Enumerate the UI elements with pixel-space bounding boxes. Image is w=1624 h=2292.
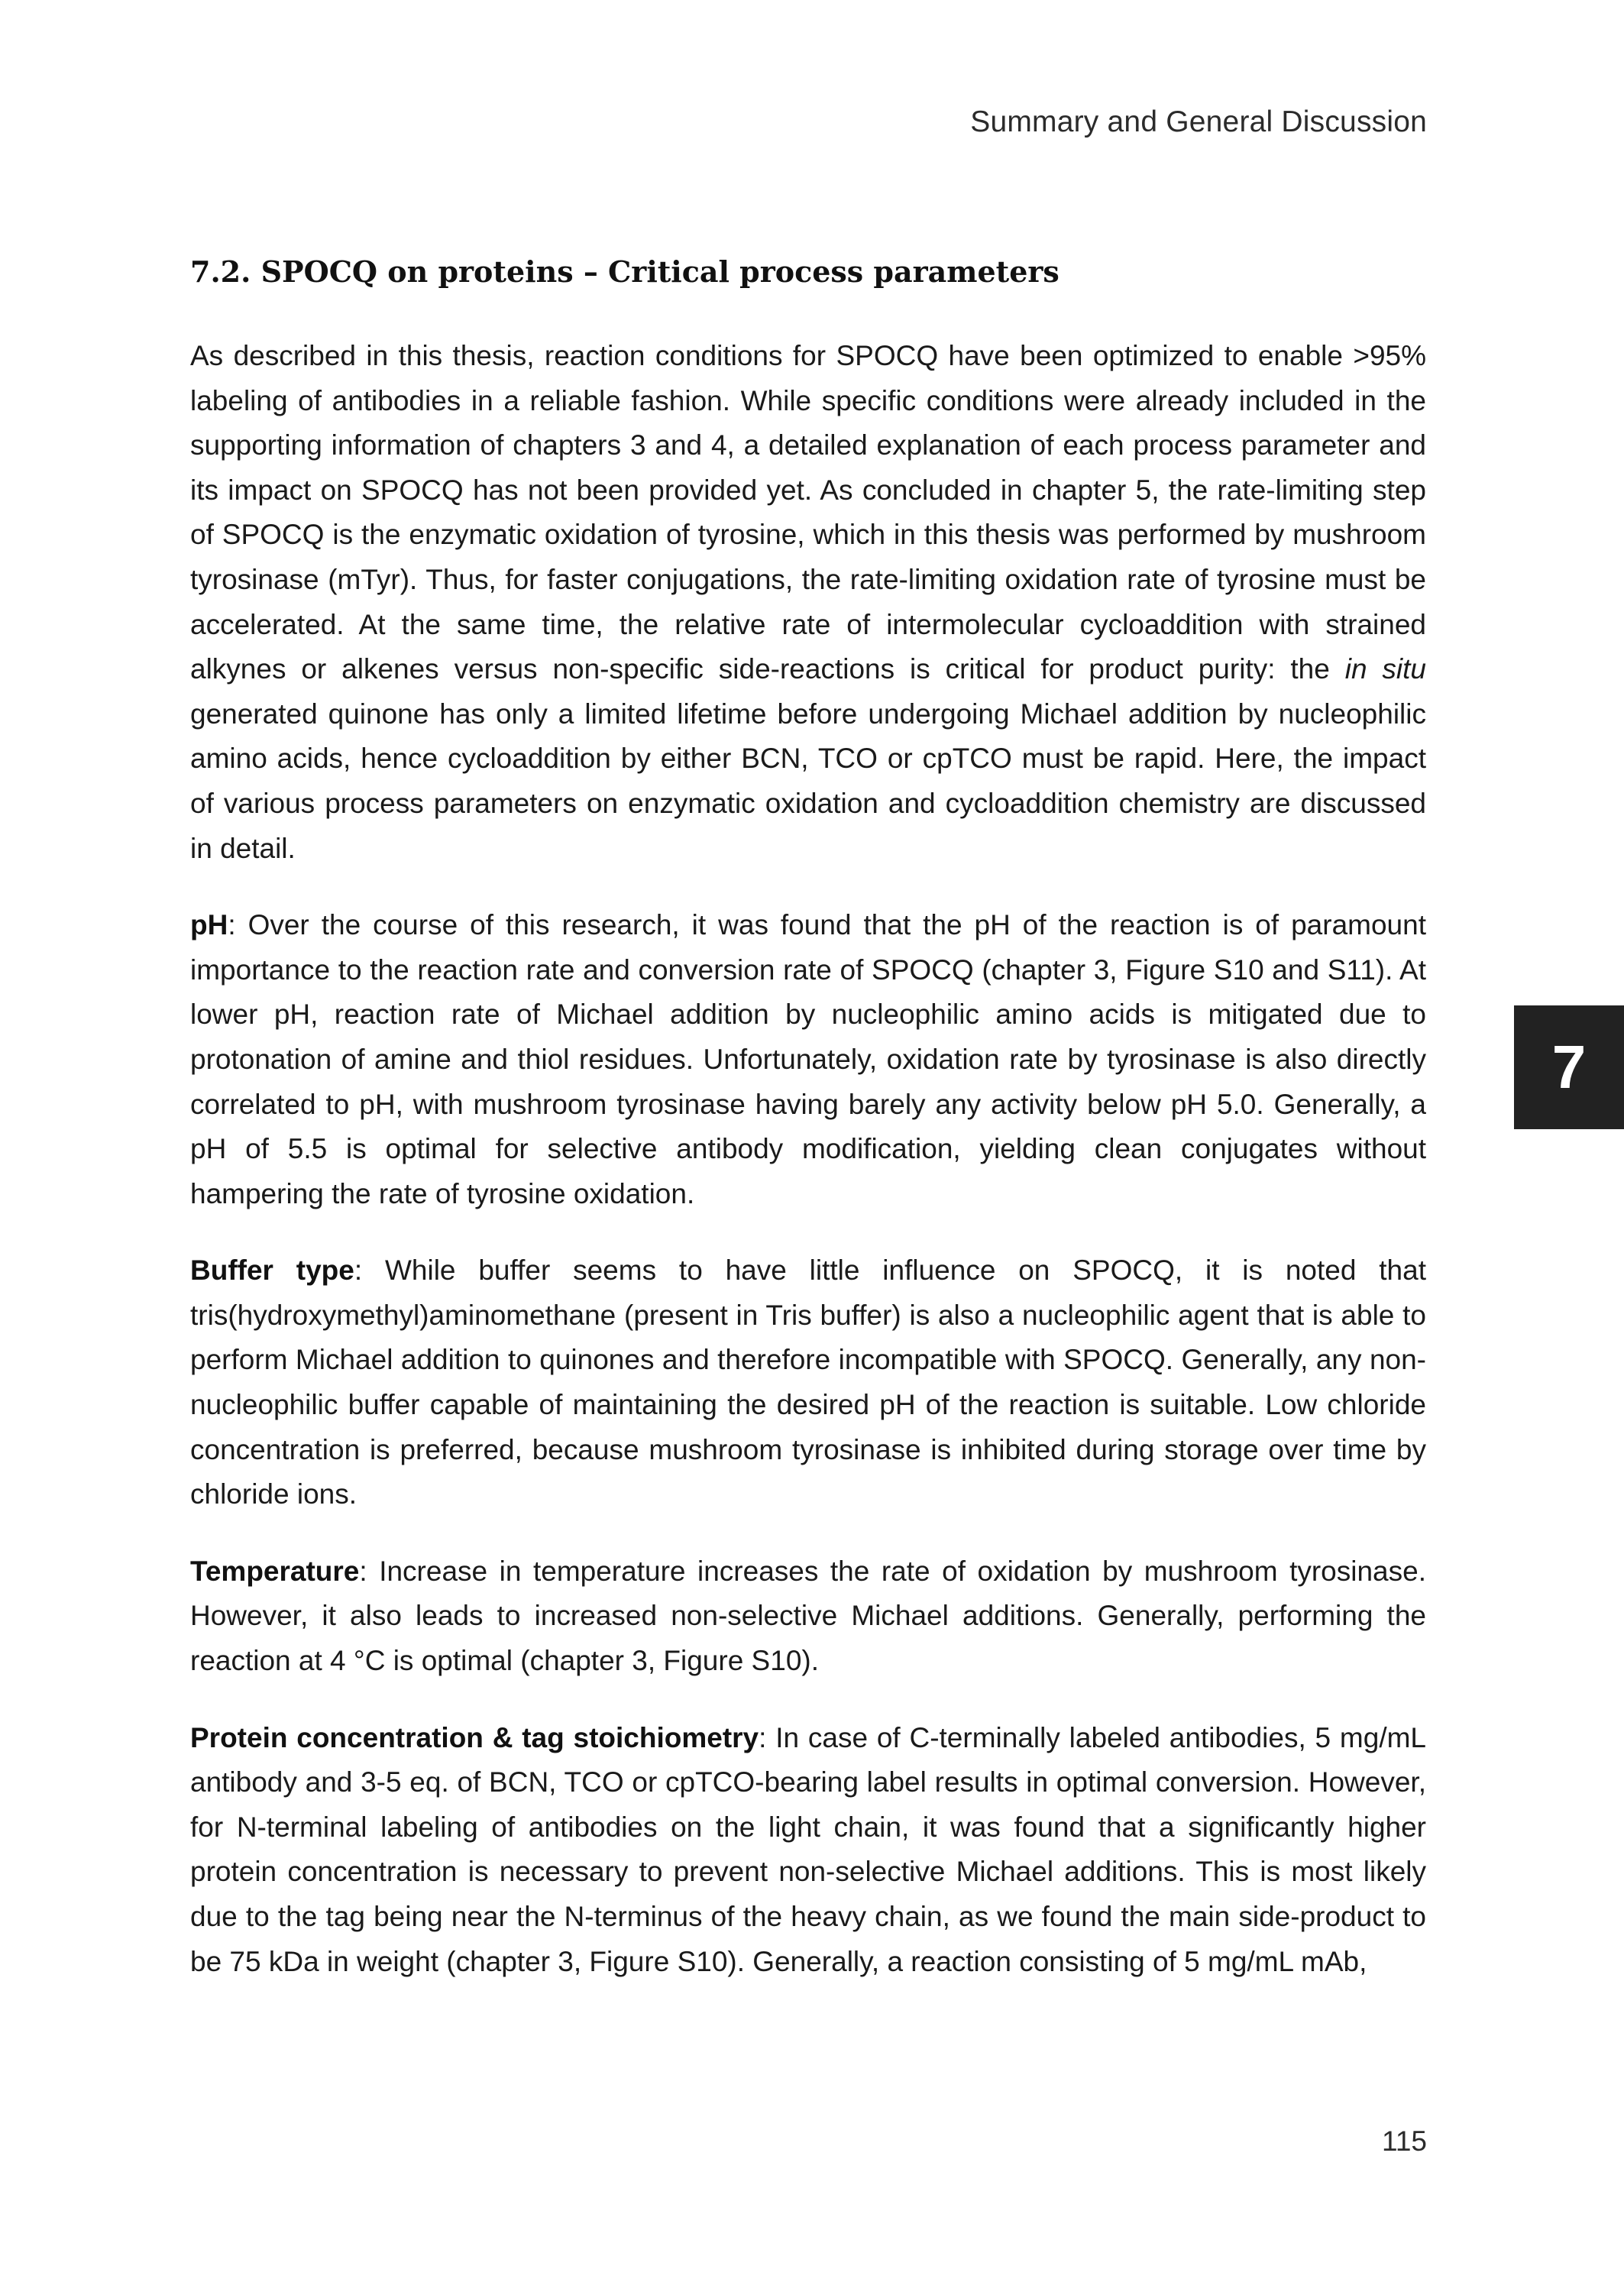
intro-italic-term: in situ [1344,653,1426,685]
protein-paragraph [190,1716,1426,1985]
protein-label: Protein concentration & tag stoichiometry [190,1721,759,1753]
ph-paragraph [190,903,1426,1216]
chapter-tab [1514,1005,1624,1129]
page-number: 115 [1382,2125,1427,2157]
buffer-text: : While buffer seems to have little influence on SPOCQ, it is noted that tris(hydroxymethyl)aminomethane (present in Tris buffer) is also a nucleophilic agent that is able to perform Michael addition to quinones and therefore incompatible with SPOCQ. Generally, any non-nucleophilic buffer capable of maintaining the desired pH of the reaction is suitable. Low chloride concentration is preferred, because mushroom tyrosinase is inhibited during storage over time by chloride ions. [190,1254,1426,1510]
chapter-number: 7 [1551,1033,1587,1101]
buffer-label: Buffer type [190,1254,354,1287]
temperature-label: Temperature [190,1555,360,1587]
temperature-paragraph [190,1549,1426,1684]
intro-text-part2: generated quinone has only a limited lifetime before undergoing Michael addition by nucleophilic amino acids, hence cycloaddition by either BCN, TCO or cpTCO must be rapid. Here, the impact of various process parameters on enzymatic oxidation and cycloaddition chemistry are discussed in detail. [190,698,1426,864]
protein-text: : In case of C-terminally labeled antibodies, 5 mg/mL antibody and 3-5 eq. of BCN, TCO or cpTCO-bearing label results in optimal conversion. However, for N-terminal labeling of antibodies on the light chain, it was found that a significantly higher protein concentration is necessary to prevent non-selective Michael additions. This is most likely due to the tag being near the N-terminus of the heavy chain, as we found the main side-product to be 75 kDa in weight (chapter 3, Figure S10). Generally, a reaction consisting of 5 mg/mL mAb, [190,1721,1426,1977]
section-title: 7.2. SPOCQ on proteins – Critical process parameters [190,254,1059,289]
buffer-paragraph [190,1248,1426,1517]
temperature-text: : Increase in temperature increases the rate of oxidation by mushroom tyrosinase. However, it also leads to increased non-selective Michael additions. Generally, performing the reaction at 4 °C is optimal (chapter 3, Figure S10). [190,1555,1426,1677]
ph-label: pH [190,909,228,941]
intro-text-part1: As described in this thesis, reaction conditions for SPOCQ have been optimized to enable >95% labeling of antibodies in a reliable fashion. While specific conditions were already included in the supporting information of chapters 3 and 4, a detailed explanation of each process parameter and its impact on SPOCQ has not been provided yet. As concluded in chapter 5, the rate-limiting step of SPOCQ is the enzymatic oxidation of tyrosine, which in this thesis was performed by mushroom tyrosinase (mTyr). Thus, for faster conjugations, the rate-limiting oxidation rate of tyrosine must be accelerated. At the same time, the relative rate of intermolecular cycloaddition with strained alkynes or alkenes versus non-specific side-reactions is critical for product purity: the [190,340,1426,685]
body-text [190,334,1426,2016]
running-header: Summary and General Discussion [970,105,1427,138]
ph-text: : Over the course of this research, it was found that the pH of the reaction is of paramount importance to the reaction rate and conversion rate of SPOCQ (chapter 3, Figure S10 and S11). At lower pH, reaction rate of Michael addition by nucleophilic amino acids is mitigated due to protonation of amine and thiol residues. Unfortunately, oxidation rate by tyrosinase is also directly correlated to pH, with mushroom tyrosinase having barely any activity below pH 5.0. Generally, a pH of 5.5 is optimal for selective antibody modification, yielding clean conjugates without hampering the rate of tyrosine oxidation. [190,909,1426,1209]
intro-paragraph [190,334,1426,871]
